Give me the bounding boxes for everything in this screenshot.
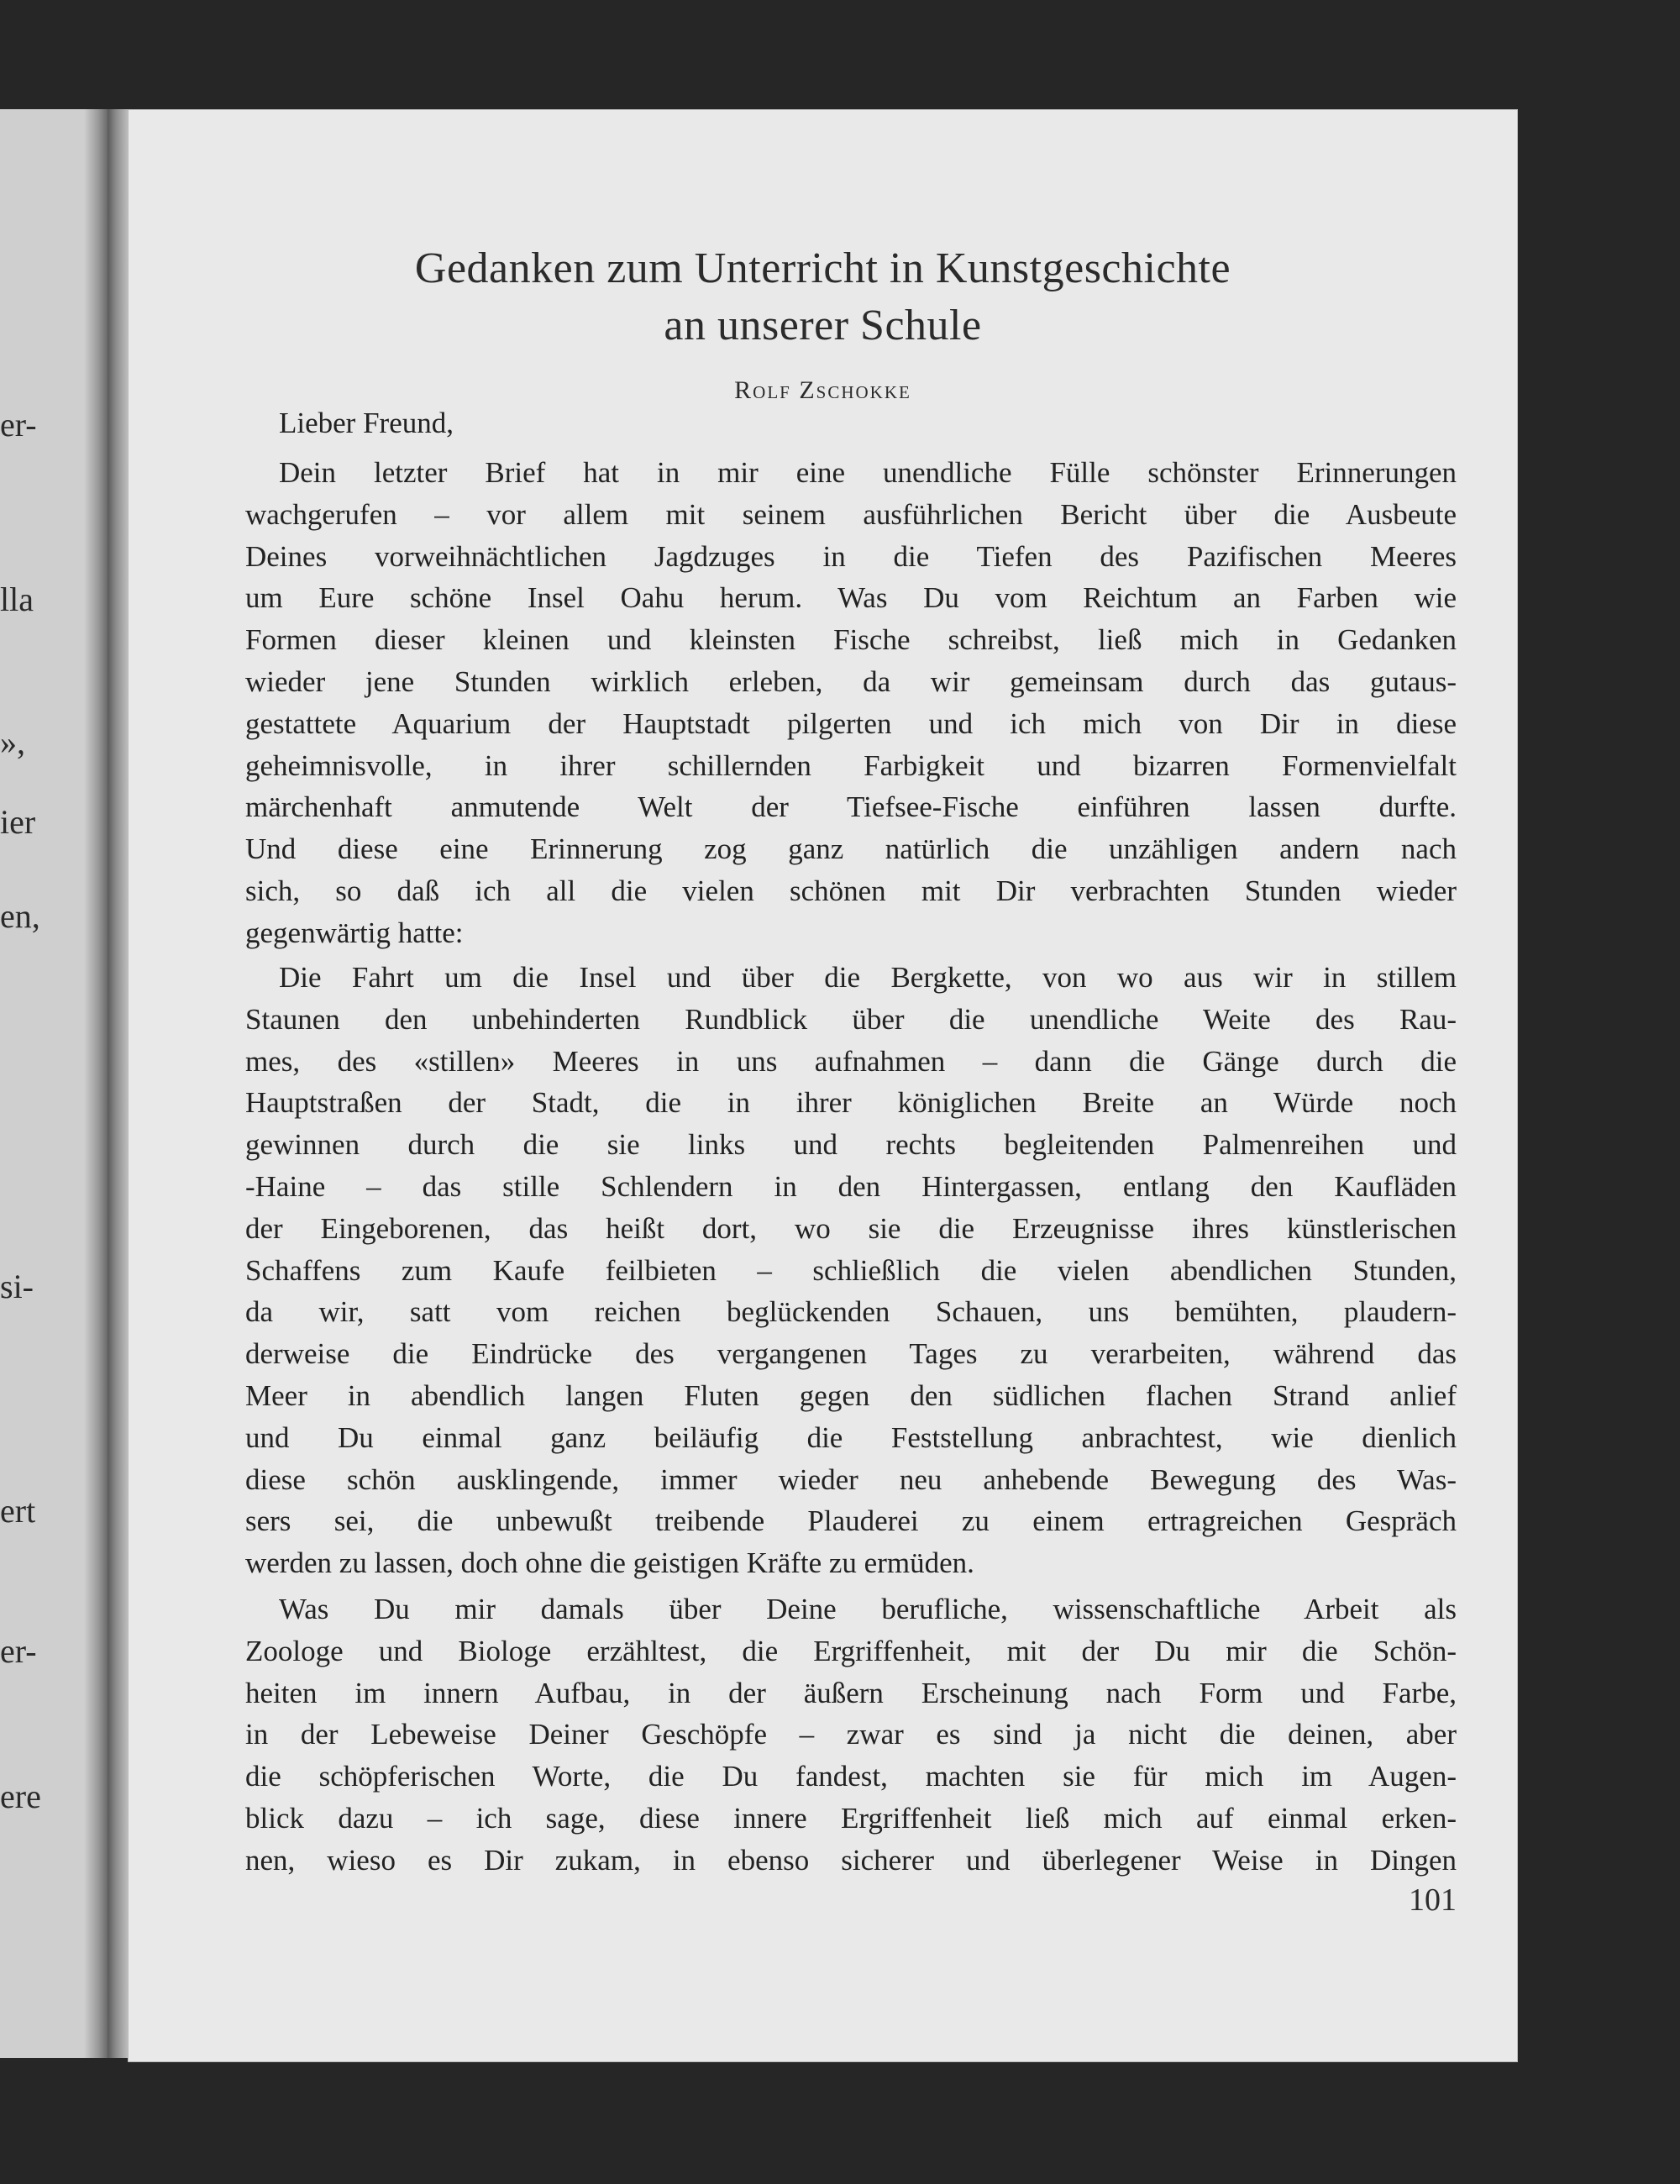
body-text-line: mes, des «stillen» Meeres in uns aufnahmen – dann die Gänge durch die (245, 1044, 1457, 1078)
body-text-line: diese schön ausklingende, immer wieder neu anhebende Bewegung des Was- (245, 1462, 1457, 1496)
body-text-line: in der Lebeweise Deiner Geschöpfe – zwar es sind ja nicht die deinen, aber (245, 1718, 1457, 1751)
body-text-line: wachgerufen – vor allem mit seinem ausführlichen Bericht über die Ausbeute (245, 497, 1457, 531)
left-page-fragment: ier (0, 803, 36, 841)
body-text-line: wieder jene Stunden wirklich erleben, da wir gemeinsam durch das gutaus- (245, 665, 1457, 698)
left-page-fragment: si- (0, 1268, 34, 1305)
left-page-fragment: ert (0, 1492, 36, 1530)
body-text-line: Zoologe und Biologe erzähltest, die Ergriffenheit, mit der Du mir die Schön- (245, 1634, 1457, 1667)
left-page-fragment: en, (0, 897, 40, 935)
body-text-line: Meer in abendlich langen Fluten gegen den südlichen flachen Strand anlief (245, 1379, 1457, 1412)
body-text-line: Schaffens zum Kaufe feilbieten – schließlich die vielen abendlichen Stunden, (245, 1253, 1457, 1287)
body-text-line: um Eure schöne Insel Oahu herum. Was Du vom Reichtum an Farben wie (245, 581, 1457, 615)
body-text-line: Die Fahrt um die Insel und über die Bergkette, von wo aus wir in stillem (279, 961, 1457, 994)
body-text-line: Was Du mir damals über Deine berufliche, wissenschaftliche Arbeit als (279, 1593, 1457, 1625)
body-text-line: nen, wieso es Dir zukam, in ebenso sicherer und überlegener Weise in Dingen (245, 1843, 1457, 1877)
body-text-line: sers sei, die unbewußt treibende Plauderei zu einem ertragreichen Gespräch (245, 1504, 1457, 1538)
right-page (128, 109, 1518, 2062)
body-text-line: derweise die Eindrücke des vergangenen Tages zu verarbeiten, während das (245, 1337, 1457, 1371)
body-text-line: die schöpferischen Worte, die Du fandest, machten sie für mich im Augen- (245, 1760, 1457, 1793)
body-text-line: sich, so daß ich all die vielen schönen mit Dir verbrachten Stunden wieder (245, 874, 1457, 907)
book-gutter (108, 109, 128, 2058)
body-text-line: geheimnisvolle, in ihrer schillernden Farbigkeit und bizarren Formenvielfalt (245, 748, 1457, 782)
body-text-line: gestattete Aquarium der Hauptstadt pilgerten und ich mich von Dir in diese (245, 706, 1457, 740)
body-text-line: -Haine – das stille Schlendern in den Hintergassen, entlang den Kaufläden (245, 1170, 1457, 1203)
article-title-line-2: an unserer Schule (664, 302, 982, 349)
body-text-line: heiten im innern Aufbau, in der äußern Erscheinung nach Form und Farbe, (245, 1676, 1457, 1709)
left-page-fragment: lla (0, 580, 34, 618)
left-page-fragment: ere (0, 1777, 41, 1815)
body-text-line: und Du einmal ganz beiläufig die Feststellung anbrachtest, wie dienlich (245, 1420, 1457, 1454)
body-text-line: Staunen den unbehinderten Rundblick über die unendliche Weite des Rau- (245, 1002, 1457, 1036)
body-text-line: der Eingeborenen, das heißt dort, wo sie die Erzeugnisse ihres künstlerischen (245, 1211, 1457, 1245)
left-page-fragment: er- (0, 406, 37, 444)
body-text-line: Deines vorweihnächtlichen Jagdzuges in die Tiefen des Pazifischen Meeres (245, 539, 1457, 573)
left-page-edge (0, 109, 108, 2058)
body-text-line: werden zu lassen, doch ohne die geistigen Kräfte zu ermüden. (245, 1546, 974, 1580)
body-text-line: Formen dieser kleinen und kleinsten Fische schreibst, ließ mich in Gedanken (245, 623, 1457, 657)
article-title-line-1: Gedanken zum Unterricht in Kunstgeschichte (414, 244, 1231, 292)
letter-greeting: Lieber Freund, (279, 407, 454, 439)
page-number: 101 (1409, 1882, 1457, 1918)
left-page-fragment: », (0, 723, 25, 761)
body-text-line: da wir, satt vom reichen beglückenden Schauen, uns bemühten, plaudern- (245, 1295, 1457, 1329)
article-author: Rolf Zschokke (734, 376, 911, 404)
body-text-line: gewinnen durch die sie links und rechts begleitenden Palmenreihen und (245, 1128, 1457, 1162)
body-text-line: märchenhaft anmutende Welt der Tiefsee-Fische einführen lassen durfte. (245, 790, 1457, 824)
body-text-line: Dein letzter Brief hat in mir eine unendliche Fülle schönster Erinnerungen (279, 456, 1457, 489)
body-text-line: Hauptstraßen der Stadt, die in ihrer königlichen Breite an Würde noch (245, 1086, 1457, 1120)
left-page-fragment: er- (0, 1632, 37, 1670)
page-curl-shadow (84, 109, 108, 2058)
body-text-line: blick dazu – ich sage, diese innere Ergriffenheit ließ mich auf einmal erken- (245, 1802, 1457, 1835)
body-text-line: Und diese eine Erinnerung zog ganz natürlich die unzähligen andern nach (245, 832, 1457, 866)
body-text-line: gegenwärtig hatte: (245, 916, 464, 949)
